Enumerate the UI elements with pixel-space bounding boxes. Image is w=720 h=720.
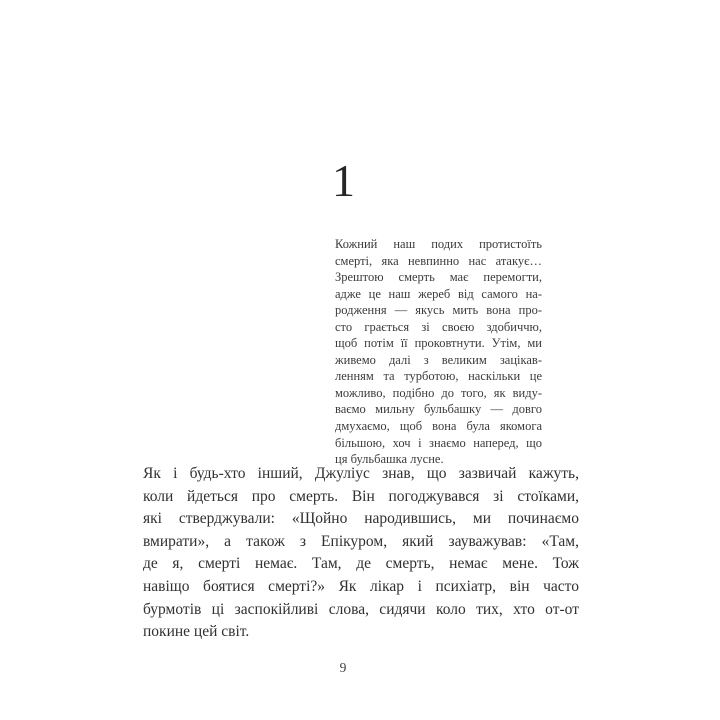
epigraph-line: родження — якусь мить вона про- [335,303,542,318]
chapter-number: 1 [332,155,355,206]
body-line: бурмотів ці заспокійливі слова, сидячи коло тих, хто от-от [143,600,579,618]
body-paragraph [143,463,579,644]
epigraph-line: дмухаємо, щоб вона була якомога [335,419,542,434]
epigraph-line: Зрештою смерть має перемогти, [335,270,542,285]
epigraph-line: більшою, хоч і знаємо наперед, що [335,435,542,450]
body-line: навіщо боятися смерті?» Як лікар і психіатр, він часто [143,577,579,595]
epigraph-line: смерті, яка невпинно нас атакує… [335,253,542,268]
epigraph-line: ленням та турботою, наскільки це [335,369,542,384]
epigraph-line: ця бульбашка лусне. [335,452,444,467]
epigraph-line: живемо далі з великим зацікав- [335,352,542,367]
page-number: 9 [339,660,347,675]
body-line: вмирати», а також з Епікуром, який зауважував: «Там, [143,532,579,550]
body-line: які стверджували: «Щойно народившись, ми починаємо [143,510,579,528]
body-line: покине цей світ. [143,623,250,641]
epigraph-line: сто грається зі своєю здобиччю, [335,319,542,334]
epigraph-line: Кожний наш подих протистоїть [335,237,542,251]
epigraph-line: можливо, подібно до того, як виду- [335,385,542,400]
epigraph-line: адже це наш жереб від самого на- [335,286,542,301]
epigraph-line: щоб потім її проковтнути. Утім, ми [335,336,542,351]
epigraph [335,236,542,468]
body-line: Як і будь-хто інший, Джуліус знав, що зазвичай кажуть, [143,465,579,482]
body-line: де я, смерті немає. Там, де смерть, немає мене. Тож [143,555,579,573]
epigraph-line: ваємо мильну бульбашку — довго [335,402,542,417]
body-line: коли йдеться про смерть. Він погоджувався зі стоїками, [143,487,579,505]
